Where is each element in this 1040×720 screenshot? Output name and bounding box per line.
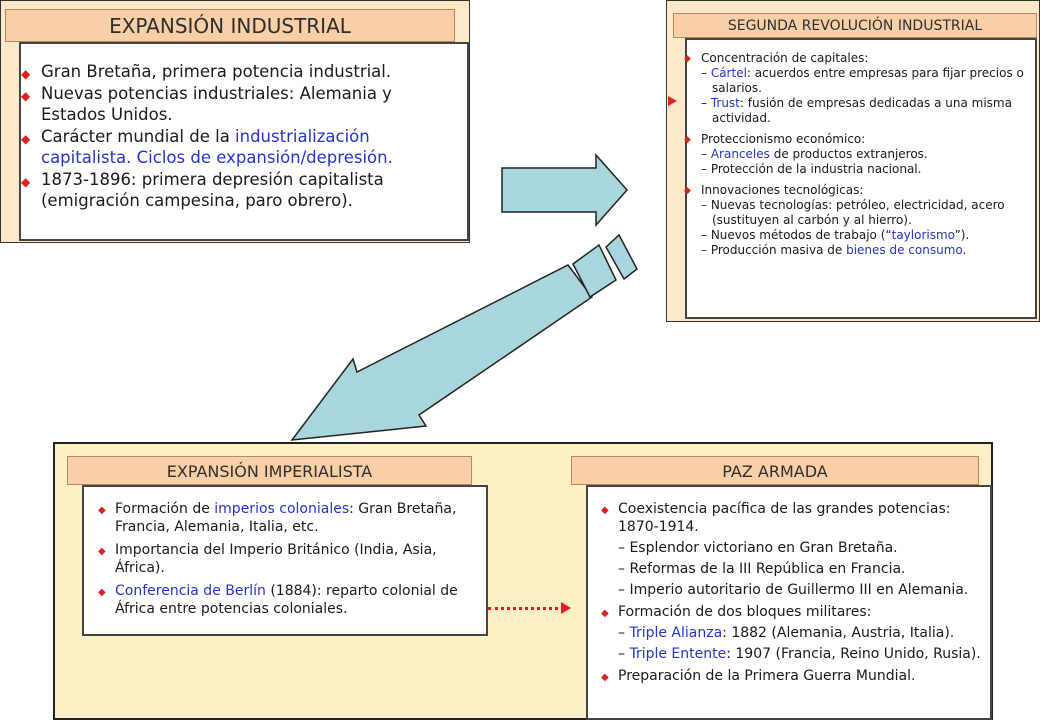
red-pointer-icon (668, 96, 677, 106)
sub-item (618, 560, 990, 578)
list-item (41, 61, 461, 82)
dash: – (701, 147, 711, 161)
second-industrial-revolution-panel (666, 0, 1040, 322)
text-part: : 1882 (Alemania, Austria, Italia). (722, 625, 955, 641)
section-heading: Proteccionismo económico: (701, 132, 866, 146)
diagonal-arrow (292, 265, 592, 440)
highlight-term: Cártel (710, 66, 747, 80)
text-part: : acuerdos entre empresas para fijar precios o salarios. (712, 66, 1024, 95)
section-heading: Concentración de capitales: (701, 51, 869, 65)
sub-item (701, 243, 1036, 258)
sub-item (618, 581, 990, 599)
list-item (41, 169, 461, 211)
section-heading: Innovaciones tecnológicas: (701, 183, 864, 197)
dash: – (701, 243, 711, 257)
armed-peace-list (618, 500, 990, 689)
text-part: Carácter mundial de la (41, 127, 236, 146)
text-part: Nuevas potencias industriales: Alemania y Estados Unidos. (41, 84, 392, 124)
highlight-term: Aranceles (710, 147, 770, 161)
sub-item (701, 96, 1036, 126)
text-part: – (618, 582, 630, 598)
armed-peace-title: PAZ ARMADA (571, 456, 979, 485)
right-arrow (502, 155, 627, 225)
text-part: Coexistencia pacífica de las grandes potencias: 1870-1914. (618, 501, 951, 535)
list-item (115, 582, 480, 618)
section-item (701, 51, 1036, 126)
text-part: 1873-1896: primera depresión capitalista (emigración campesina, paro obrero). (41, 170, 384, 210)
list-item (41, 126, 461, 168)
text-part: – (618, 646, 630, 662)
text-part: . (962, 243, 967, 257)
industrial-expansion-panel (0, 0, 470, 243)
text-part: : fusión de empresas dedicadas a una misma actividad. (712, 96, 1012, 125)
dash: – (701, 162, 711, 176)
highlight-term: Conferencia de Berlín (115, 583, 266, 599)
sub-item (618, 645, 990, 663)
text-part: Gran Bretaña, primera potencia industrial. (41, 62, 392, 81)
list-item (618, 667, 990, 685)
text-part: Reformas de la III República en Francia. (629, 561, 906, 577)
sub-item (701, 66, 1036, 96)
text-part: Preparación de la Primera Guerra Mundial. (618, 668, 916, 684)
text-part: Importancia del Imperio Británico (India, Asia, África). (115, 542, 437, 576)
text-part: Esplendor victoriano en Gran Bretaña. (629, 540, 898, 556)
bottom-panel (53, 442, 993, 720)
dash: – (701, 198, 711, 212)
imperialism-list (115, 500, 480, 623)
dash: – (701, 228, 711, 242)
highlight-term: industrialización capitalista. Ciclos de expansión/depresión. (41, 127, 393, 167)
list-item (115, 541, 480, 577)
text-part: Producción masiva de (710, 243, 847, 257)
highlight-term: Triple Entente (629, 646, 727, 662)
text-part: – (618, 561, 630, 577)
text-part: : 1907 (Francia, Reino Unido, Rusia). (726, 646, 981, 662)
sub-item (618, 539, 990, 557)
second-revolution-title: SEGUNDA REVOLUCIÓN INDUSTRIAL (673, 13, 1037, 38)
text-part: Nuevos métodos de trabajo (“ (710, 228, 892, 242)
text-part: – (618, 625, 630, 641)
dotted-arrow-head-icon (561, 602, 571, 614)
list-item (115, 500, 480, 536)
dash: – (701, 66, 711, 80)
text-part: Nuevas tecnologías: petróleo, electricidad, acero (sustituyen al carbón y al hierro). (710, 198, 1005, 227)
industrial-expansion-list (41, 61, 461, 212)
text-part: : Gran Bretaña, Francia, Alemania, Italia, etc. (115, 501, 457, 535)
list-item (41, 83, 461, 125)
text-part: Imperio autoritario de Guillermo III en Alemania. (629, 582, 969, 598)
dash: – (701, 96, 711, 110)
text-part: de productos extranjeros. (769, 147, 928, 161)
highlight-term: Trust (710, 96, 740, 110)
highlight-term: Triple Alianza (629, 625, 723, 641)
highlight-term: taylorismo (891, 228, 955, 242)
text-part: Protección de la industria nacional. (710, 162, 922, 176)
section-item (701, 132, 1036, 177)
second-revolution-list (701, 51, 1036, 264)
industrial-expansion-title: EXPANSIÓN INDUSTRIAL (5, 9, 455, 42)
section-item (701, 183, 1036, 258)
text-part: (1884): reparto colonial de África entre potencias coloniales. (115, 583, 458, 617)
highlight-term: bienes de consumo (846, 243, 963, 257)
imperialism-title: EXPANSIÓN IMPERIALISTA (67, 456, 472, 485)
text-part: ”). (954, 228, 970, 242)
sub-item (701, 162, 1036, 177)
sub-item (701, 228, 1036, 243)
text-part: – (618, 540, 630, 556)
sub-item (618, 624, 990, 642)
sub-item (701, 198, 1036, 228)
dotted-arrow (488, 607, 564, 610)
list-item (618, 500, 990, 599)
highlight-term: imperios coloniales (214, 501, 350, 517)
text-part: Formación de dos bloques militares: (618, 604, 872, 620)
text-part: Formación de (115, 501, 215, 517)
list-item (618, 603, 990, 663)
sub-item (701, 147, 1036, 162)
